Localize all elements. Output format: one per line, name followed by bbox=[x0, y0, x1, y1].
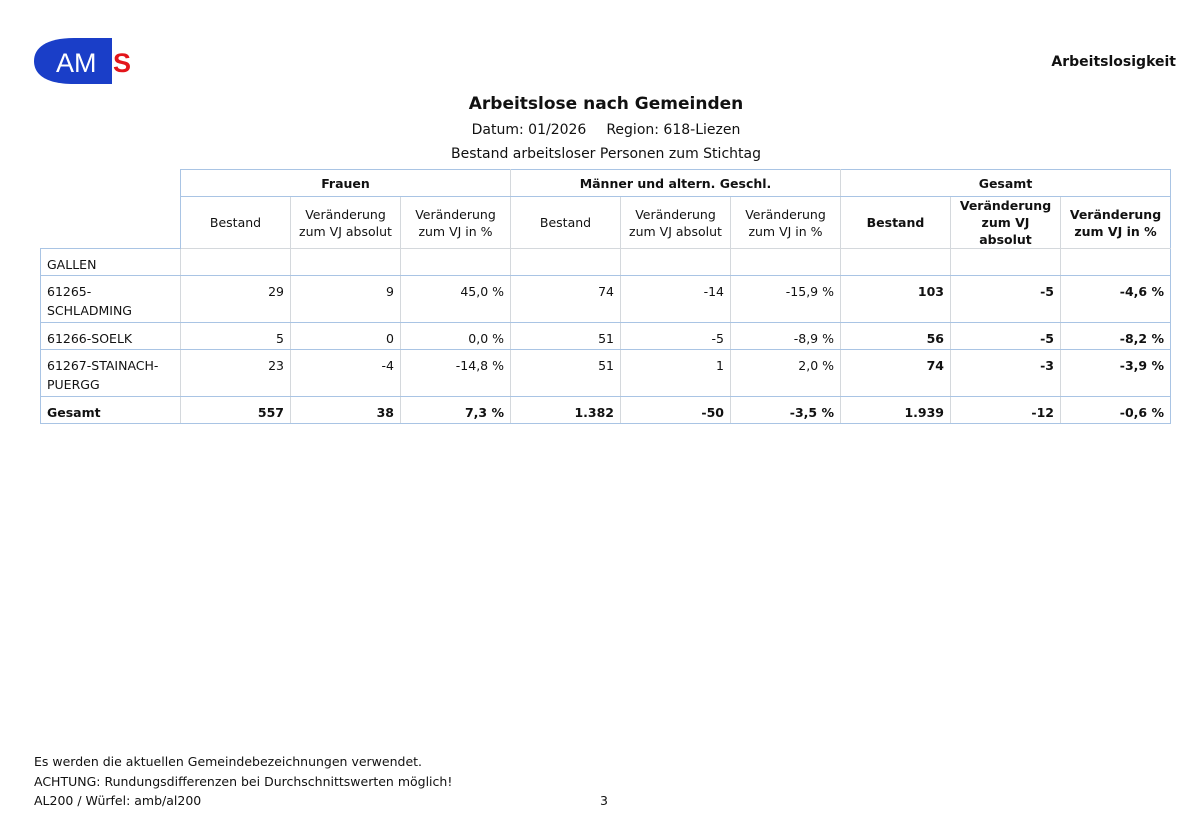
table-cell: 103 bbox=[841, 276, 951, 323]
column-header: Veränderung zum VJ absolut bbox=[951, 197, 1061, 249]
table-cell: -8,2 % bbox=[1061, 323, 1171, 350]
group-header: Frauen bbox=[181, 170, 511, 197]
table-cell bbox=[841, 249, 951, 276]
table-cell: -8,9 % bbox=[731, 323, 841, 350]
table-cell bbox=[511, 249, 621, 276]
row-label: GALLEN bbox=[41, 249, 181, 276]
table-cell: 1 bbox=[621, 350, 731, 397]
table-cell: -50 bbox=[621, 397, 731, 424]
table-row bbox=[41, 350, 1171, 397]
table-cell: -14,8 % bbox=[401, 350, 511, 397]
data-table bbox=[40, 169, 1171, 424]
table-cell: 0,0 % bbox=[401, 323, 511, 350]
footer-source: AL200 / Würfel: amb/al200 bbox=[34, 793, 202, 808]
table-cell bbox=[1061, 249, 1171, 276]
table-cell: -4,6 % bbox=[1061, 276, 1171, 323]
table-cell: 2,0 % bbox=[731, 350, 841, 397]
table-row bbox=[41, 276, 1171, 323]
table-cell bbox=[951, 249, 1061, 276]
region: Region: 618-Liezen bbox=[606, 122, 741, 138]
table-cell: 56 bbox=[841, 323, 951, 350]
column-header: Veränderung zum VJ in % bbox=[1061, 197, 1171, 249]
column-header: Veränderung zum VJ absolut bbox=[621, 197, 731, 249]
table-cell bbox=[621, 249, 731, 276]
ams-logo bbox=[34, 34, 144, 88]
page-title: Arbeitslose nach Gemeinden bbox=[468, 94, 744, 114]
group-header: Männer und altern. Geschl. bbox=[511, 170, 841, 197]
table-cell: -4 bbox=[291, 350, 401, 397]
table-cell: 5 bbox=[181, 323, 291, 350]
row-label: 61267-STAINACH-PUERGG bbox=[41, 350, 181, 397]
table-cell: 1.382 bbox=[511, 397, 621, 424]
table-cell: 557 bbox=[181, 397, 291, 424]
table-cell: 51 bbox=[511, 323, 621, 350]
svg-text:S: S bbox=[113, 48, 132, 78]
table-cell: -3,9 % bbox=[1061, 350, 1171, 397]
table-row bbox=[41, 249, 1171, 276]
table-cell: 51 bbox=[511, 350, 621, 397]
svg-text:AM: AM bbox=[56, 48, 97, 78]
datum: Datum: 01/2026 bbox=[471, 122, 587, 138]
table-cell: 1.939 bbox=[841, 397, 951, 424]
table-row bbox=[41, 323, 1171, 350]
table-cell: 45,0 % bbox=[401, 276, 511, 323]
table-cell bbox=[291, 249, 401, 276]
page-number: 3 bbox=[600, 793, 608, 808]
table-cell bbox=[401, 249, 511, 276]
row-label: Gesamt bbox=[41, 397, 181, 424]
column-header: Bestand bbox=[511, 197, 621, 249]
row-label: 61265-SCHLADMING bbox=[41, 276, 181, 323]
table-cell: 0 bbox=[291, 323, 401, 350]
table-row bbox=[41, 397, 1171, 424]
column-header: Bestand bbox=[181, 197, 291, 249]
table-cell: -5 bbox=[621, 323, 731, 350]
table-cell: -5 bbox=[951, 276, 1061, 323]
column-header: Veränderung zum VJ absolut bbox=[291, 197, 401, 249]
table-cell: -12 bbox=[951, 397, 1061, 424]
table-cell: 29 bbox=[181, 276, 291, 323]
table-cell: 7,3 % bbox=[401, 397, 511, 424]
table-cell: 74 bbox=[841, 350, 951, 397]
table-cell: -14 bbox=[621, 276, 731, 323]
report-meta bbox=[0, 122, 1200, 138]
table-cell: -15,9 % bbox=[731, 276, 841, 323]
table-cell: 23 bbox=[181, 350, 291, 397]
table-cell: -5 bbox=[951, 323, 1061, 350]
table-cell: 9 bbox=[291, 276, 401, 323]
column-header: Veränderung zum VJ in % bbox=[731, 197, 841, 249]
table-cell: -3,5 % bbox=[731, 397, 841, 424]
column-header: Veränderung zum VJ in % bbox=[401, 197, 511, 249]
subtitle: Bestand arbeitsloser Personen zum Stichtag bbox=[451, 146, 761, 162]
table-cell bbox=[181, 249, 291, 276]
footer-warning: ACHTUNG: Rundungsdifferenzen bei Durchschnittswerten möglich! bbox=[34, 774, 453, 789]
table-cell bbox=[731, 249, 841, 276]
group-header: Gesamt bbox=[841, 170, 1171, 197]
table-cell: -0,6 % bbox=[1061, 397, 1171, 424]
table-cell: -3 bbox=[951, 350, 1061, 397]
table-cell: 74 bbox=[511, 276, 621, 323]
column-header: Bestand bbox=[841, 197, 951, 249]
table-cell: 38 bbox=[291, 397, 401, 424]
row-label: 61266-SOELK bbox=[41, 323, 181, 350]
report-type: Arbeitslosigkeit bbox=[1051, 54, 1176, 70]
footer-note: Es werden die aktuellen Gemeindebezeichnungen verwendet. bbox=[34, 754, 423, 769]
